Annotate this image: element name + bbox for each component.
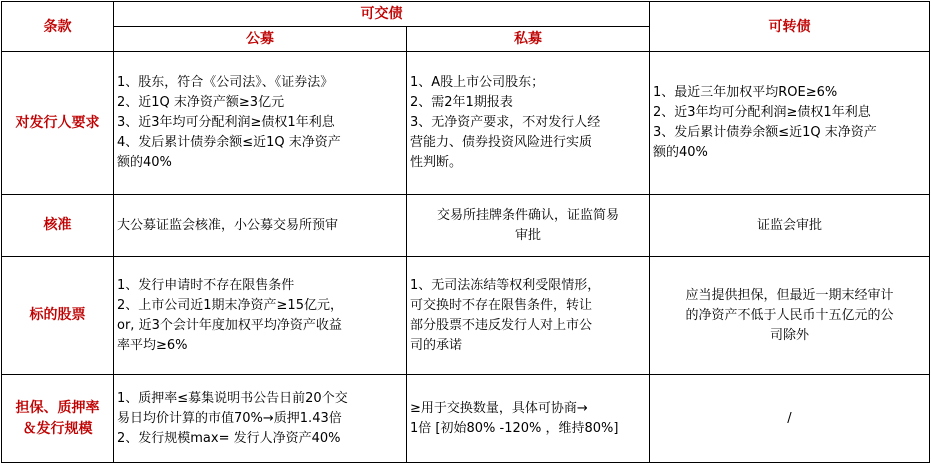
table-row: [2, 52, 930, 195]
table-row: [2, 195, 930, 257]
cell-line: 应当提供担保，但最近一期末经审计: [685, 287, 894, 303]
cell-line: 3、发后累计债券余额≤近1Q 末净资产: [653, 125, 877, 140]
cell-line: 2、近1Q 末净资产额≥3亿元: [117, 95, 285, 110]
header-clause: 条款: [2, 2, 114, 52]
cell-line: 3、近3年均可分配利润≥债权1年利息: [117, 115, 335, 130]
cell-line: 1、A股上市公司股东；: [410, 75, 545, 90]
cell-line: 交易所挂牌条件确认，证监简易: [436, 207, 619, 223]
cell-line: 的净资产不低于人民币十五亿元的公: [685, 307, 894, 323]
cell-line: 2、发行规模max= 发行人净资产40%: [117, 430, 341, 446]
row-label-line: ＆发行规模: [22, 420, 93, 437]
underlying-stock-convertible-cell: [650, 257, 930, 375]
cell-line: 性判断。: [410, 155, 463, 170]
cell-line: 大公募证监会核准，小公募交易所预审: [117, 217, 339, 233]
cell-line: 1、发行申请时不存在限售条件: [117, 277, 295, 293]
cell-line: 司除外: [769, 327, 809, 343]
issuer-requirements-public-cell: [114, 52, 407, 195]
header-private-offering: 私募: [407, 27, 650, 52]
bond-comparison-table: [1, 1, 930, 463]
table-row: [2, 257, 930, 375]
cell-line: 率平均≥6%: [117, 337, 188, 353]
cell-line: or, 近3个会计年度加权平均净资产收益: [117, 317, 342, 333]
cell-line: 易日均价计算的市值70%→质押1.43倍: [117, 410, 342, 426]
table-row: [2, 375, 930, 463]
cell-line: 1倍 [初始80% -120% ，维持80%]: [410, 420, 619, 436]
cell-line: 2、近3年均可分配利润≥债权1年利息: [653, 105, 871, 120]
issuer-requirements-convertible-cell: [650, 52, 930, 195]
cell-line: 营能力、债券投资风险进行实质: [410, 135, 593, 150]
approval-private-cell: [407, 195, 650, 257]
cell-line: 1、最近三年加权平均ROE≥6%: [653, 85, 838, 100]
cell-line: 可交换时不存在限售条件，转让: [410, 297, 593, 313]
cell-line: 2、需2年1期报表: [410, 95, 513, 110]
header-convertible-bond: 可转债: [650, 2, 930, 52]
collateral-private-cell: [407, 375, 650, 463]
cell-line: 2、上市公司近1期末净资产≥15亿元，: [117, 297, 343, 313]
cell-line: 审批: [514, 227, 541, 243]
underlying-stock-private-cell: [407, 257, 650, 375]
row-label-issuer-requirements: 对发行人要求: [2, 52, 114, 195]
row-label-collateral-and-size: [2, 375, 114, 463]
header-public-offering: 公募: [114, 27, 407, 52]
cell-line: 司的承诺: [410, 337, 463, 353]
row-label-underlying-stock: 标的股票: [2, 257, 114, 375]
cell-line: ≥用于交换数量，具体可协商→: [410, 400, 588, 416]
cell-line: 额的40%: [653, 145, 708, 160]
cell-line: 1、无司法冻结等权利受限情形，: [410, 277, 601, 293]
cell-line: 部分股票不违反发行人对上市公: [410, 317, 593, 333]
collateral-convertible-cell: /: [650, 375, 930, 463]
approval-public-cell: [114, 195, 407, 257]
issuer-requirements-private-cell: [407, 52, 650, 195]
cell-line: 4、发后累计债券余额≤近1Q 末净资产: [117, 135, 341, 150]
cell-line: 1、股东，符合《公司法》、《证券法》: [117, 75, 334, 90]
cell-line: 1、质押率≤募集说明书公告日前20个交: [117, 390, 348, 406]
cell-line: 3、无净资产要求，不对发行人经: [410, 115, 601, 130]
approval-convertible-cell: 证监会审批: [650, 195, 930, 257]
cell-line: 额的40%: [117, 155, 172, 170]
row-label-line: 担保、质押率: [15, 399, 100, 416]
underlying-stock-public-cell: [114, 257, 407, 375]
header-exchangeable-bond: 可交债: [114, 2, 650, 27]
row-label-approval: 核准: [2, 195, 114, 257]
collateral-public-cell: [114, 375, 407, 463]
